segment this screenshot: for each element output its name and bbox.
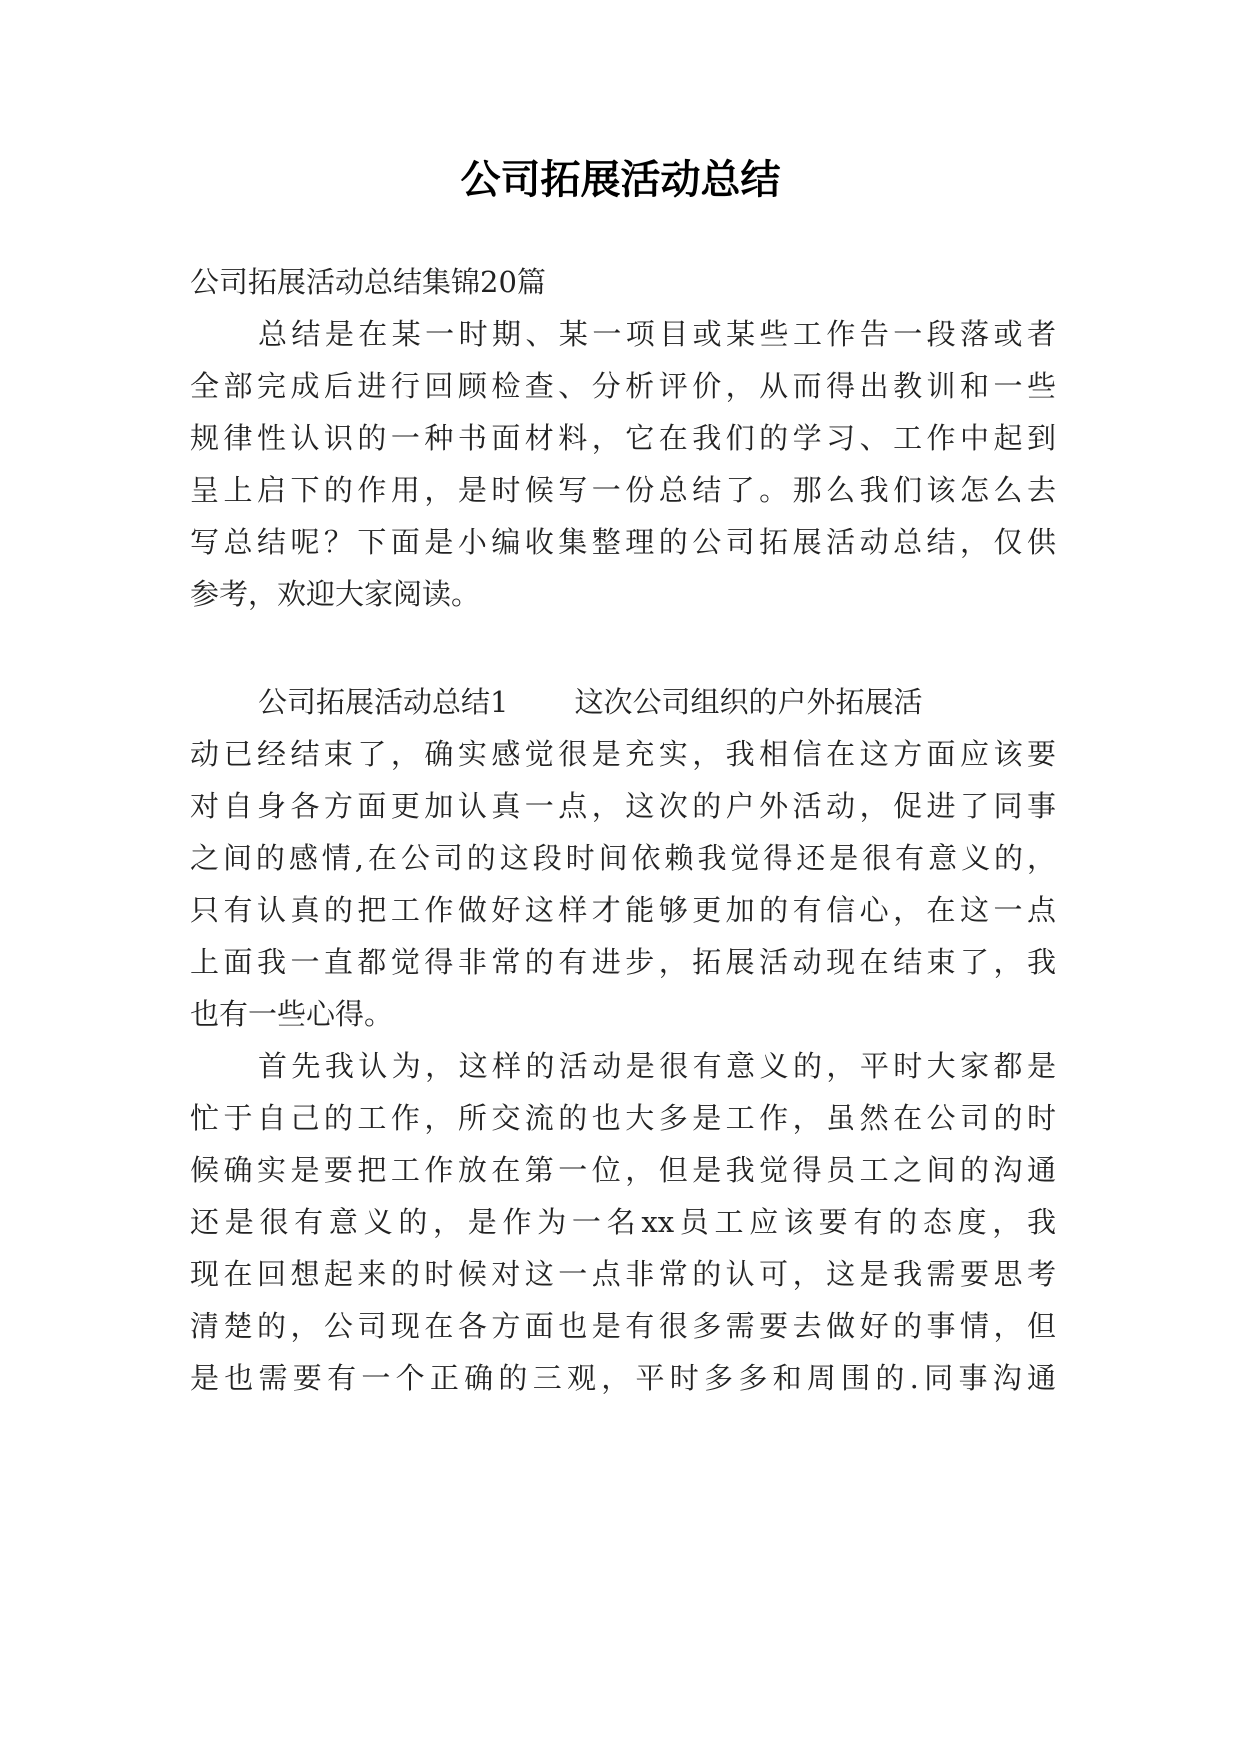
paragraph-line: 也有一些心得。 [190,997,394,1031]
paragraph-line: 动已经结束了，确实感觉很是充实，我相信在这方面应该要 [190,737,1056,771]
paragraph-line: 首先我认为，这样的活动是很有意义的，平时大家都是 [258,1049,1056,1083]
paragraph-line: 忙于自己的工作，所交流的也大多是工作，虽然在公司的时 [190,1101,1056,1135]
paragraph-line: 只有认真的把工作做好这样才能够更加的有信心，在这一点 [190,893,1056,927]
paragraph-line: 清楚的，公司现在各方面也是有很多需要去做好的事情，但 [190,1309,1056,1343]
intro-line: 参考，欢迎大家阅读。 [190,577,481,611]
paragraph-line: 之间的感情,在公司的这段时间依赖我觉得还是很有意义的， [190,841,1056,875]
paragraph-line: 候确实是要把工作放在第一位，但是我觉得员工之间的沟通 [190,1153,1056,1187]
document-title: 公司拓展活动总结 [460,157,781,203]
intro-line: 总结是在某一时期、某一项目或某些工作告一段落或者 [258,317,1056,351]
paragraph-line: 是也需要有一个正确的三观，平时多多和周围的.同事沟通 [190,1361,1056,1395]
intro-line: 规律性认识的一种书面材料，它在我们的学习、工作中起到 [190,421,1056,455]
paragraph-line: 还是很有意义的，是作为一名xx员工应该要有的态度，我 [190,1205,1056,1239]
section-first-line [258,682,1056,722]
intro-line: 呈上启下的作用，是时候写一份总结了。那么我们该怎么去 [190,473,1056,507]
paragraph-line: 上面我一直都觉得非常的有进步，拓展活动现在结束了，我 [190,945,1056,979]
section-first-line-text: 这次公司组织的户外拓展活 [574,685,923,719]
document-subtitle: 公司拓展活动总结集锦20篇 [190,265,546,299]
section-heading: 公司拓展活动总结1 [258,685,509,719]
intro-line: 全部完成后进行回顾检查、分析评价，从而得出教训和一些 [190,369,1056,403]
paragraph-line: 对自身各方面更加认真一点，这次的户外活动，促进了同事 [190,789,1056,823]
intro-line: 写总结呢？下面是小编收集整理的公司拓展活动总结，仅供 [190,525,1056,559]
paragraph-line: 现在回想起来的时候对这一点非常的认可，这是我需要思考 [190,1257,1056,1291]
